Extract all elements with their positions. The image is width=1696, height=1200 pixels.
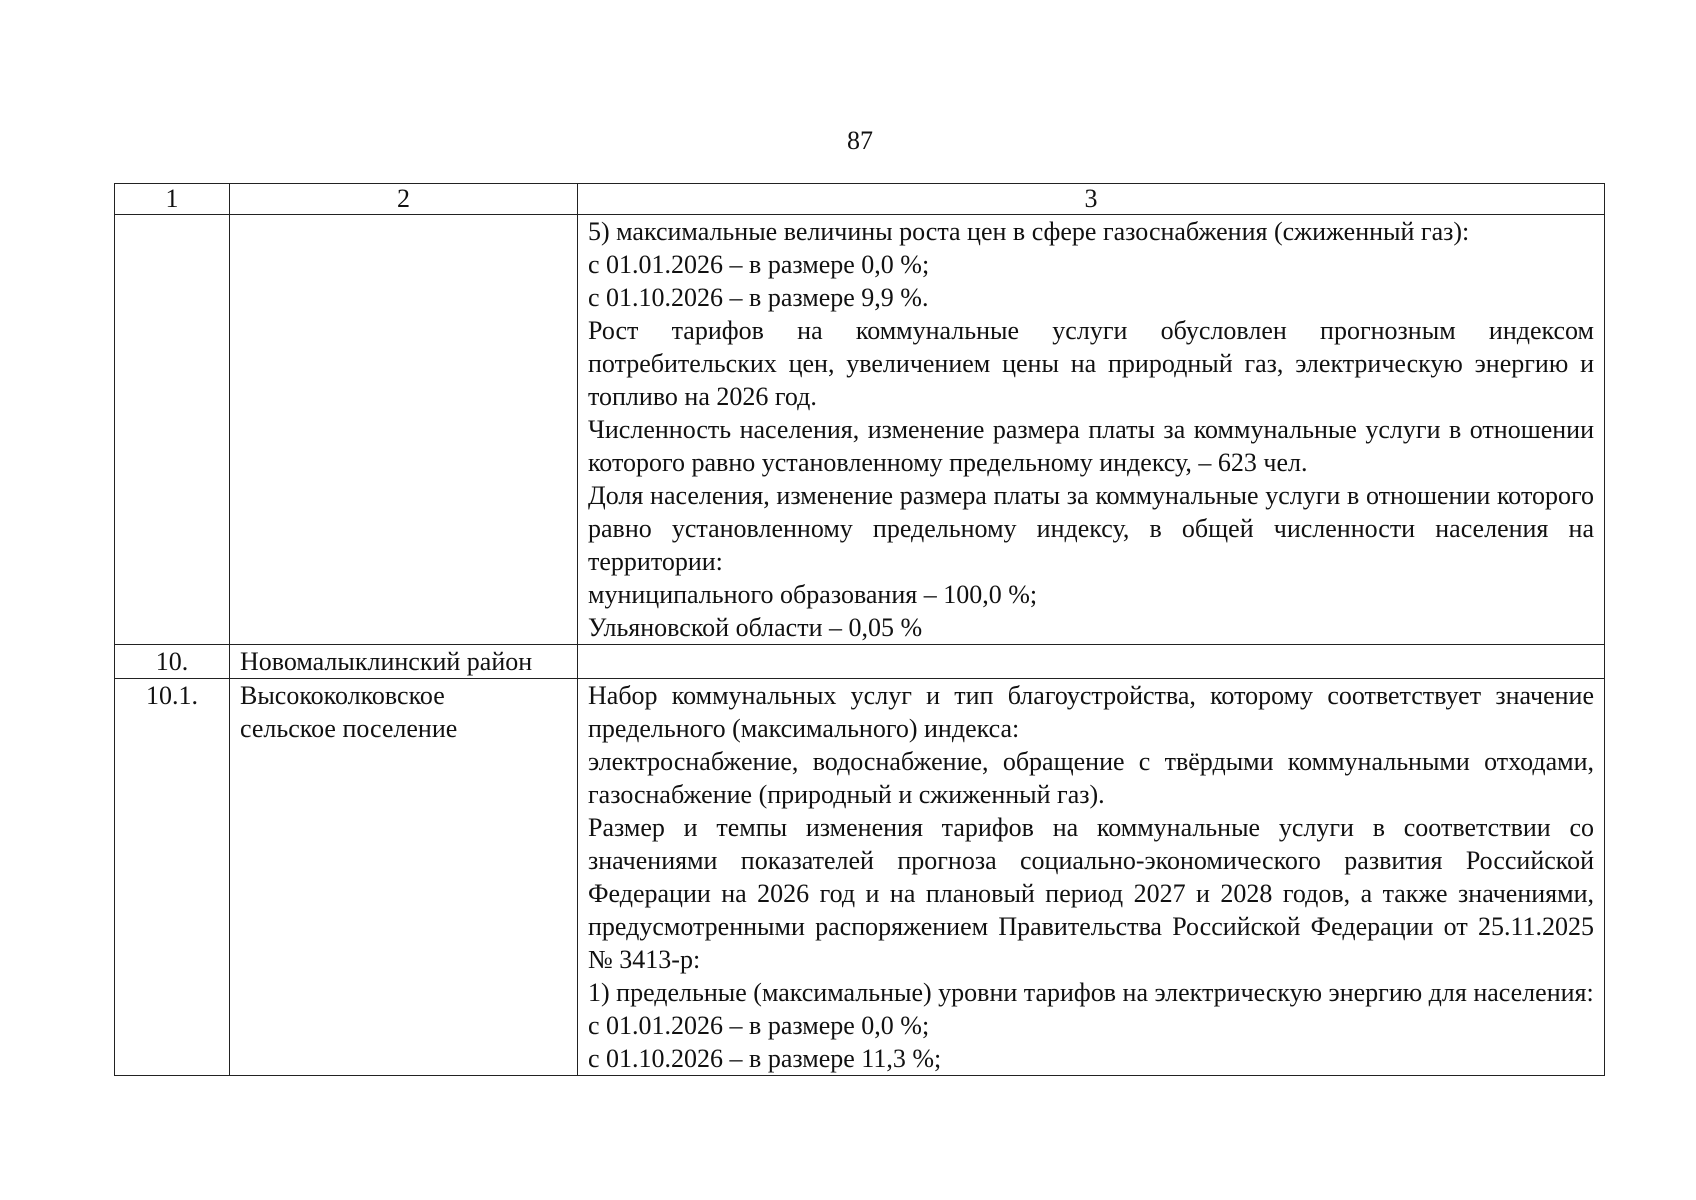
settlement-content xyxy=(578,679,1605,1076)
table-row-continuation xyxy=(115,215,1605,645)
continuation-col-2 xyxy=(230,215,578,645)
paragraph-services: электроснабжение, водоснабжение, обращение с твёрдыми коммунальными отходами, газоснабжение (природный и сжиженный газ). xyxy=(588,747,1594,809)
continuation-content xyxy=(578,215,1605,645)
document-table xyxy=(114,183,1605,1076)
header-col-1: 1 xyxy=(115,184,230,215)
text-line: с 01.01.2026 – в размере 0,0 %; xyxy=(588,1011,930,1040)
district-name: Новомалыклинский район xyxy=(230,645,578,679)
text-line: с 01.10.2026 – в размере 9,9 %. xyxy=(588,283,929,312)
header-col-2: 2 xyxy=(230,184,578,215)
settlement-name xyxy=(230,679,578,1076)
text-line: муниципального образования – 100,0 %; xyxy=(588,580,1038,609)
paragraph-size: Размер и темпы изменения тарифов на коммунальные услуги в соответствии со значениями показателей прогноза социально-экономического развития Российской Федерации на 2026 год и на плановый период 2027 и 2028 годов, а также значениями, предусмотренными распоряжением Правительства Российской Федерации от 25.11.2025 № 3413-р: xyxy=(588,813,1594,974)
paragraph-growth: Рост тарифов на коммунальные услуги обусловлен прогнозным индексом потребительских цен, увеличением цены на природный газ, электрическую энергию и топливо на 2026 год. xyxy=(588,316,1594,411)
header-col-3: 3 xyxy=(578,184,1605,215)
text-line: с 01.10.2026 – в размере 11,3 %; xyxy=(588,1044,942,1073)
district-col-3 xyxy=(578,645,1605,679)
paragraph-population: Численность населения, изменение размера платы за коммунальные услуги в отношении которого равно установленному предельному индексу, – 623 чел. xyxy=(588,415,1594,477)
settlement-name-line: Высококолковское xyxy=(240,681,445,710)
text-line: с 01.01.2026 – в размере 0,0 %; xyxy=(588,250,930,279)
settlement-name-line: сельское поселение xyxy=(240,714,458,743)
page-number: 87 xyxy=(847,126,873,155)
table-header-row xyxy=(115,184,1605,215)
table-row-district xyxy=(115,645,1605,679)
paragraph-share: Доля населения, изменение размера платы за коммунальные услуги в отношении которого равно установленному предельному индексу, в общей численности населения на территории: xyxy=(588,481,1594,576)
continuation-col-1 xyxy=(115,215,230,645)
settlement-number: 10.1. xyxy=(115,679,230,1076)
table-row-settlement xyxy=(115,679,1605,1076)
text-line: 5) максимальные величины роста цен в сфере газоснабжения (сжиженный газ): xyxy=(588,217,1470,246)
paragraph-limits: 1) предельные (максимальные) уровни тарифов на электрическую энергию для населения: xyxy=(588,978,1594,1007)
text-line: Ульяновской области – 0,05 % xyxy=(588,613,923,642)
district-number: 10. xyxy=(115,645,230,679)
paragraph-set: Набор коммунальных услуг и тип благоустройства, которому соответствует значение предельного (максимального) индекса: xyxy=(588,681,1594,743)
